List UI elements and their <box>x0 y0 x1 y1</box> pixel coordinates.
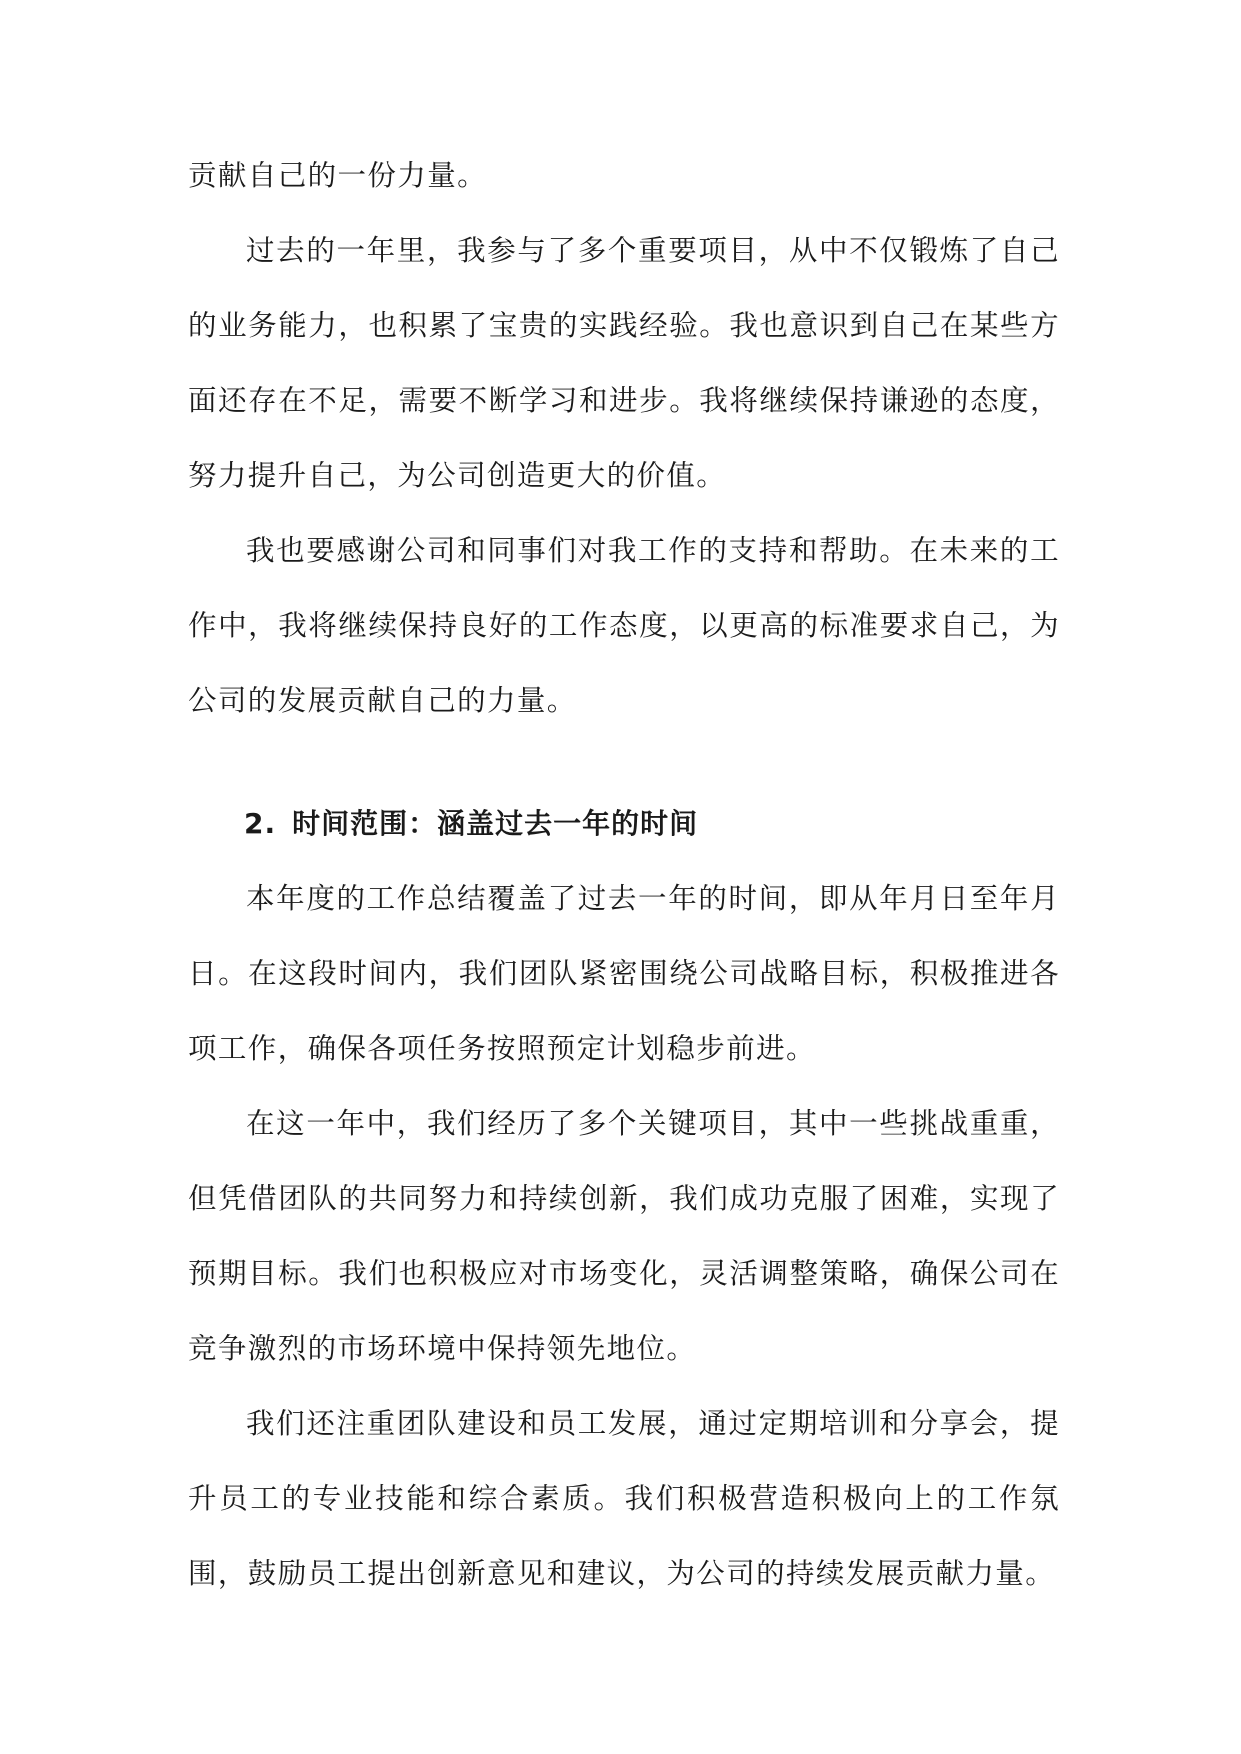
section-title: 时间范围：涵盖过去一年的时间 <box>292 807 699 840</box>
paragraph: 我们还注重团队建设和员工发展，通过定期培训和分享会，提升员工的专业技能和综合素质。我们积极营造积极向上的工作氛围，鼓励员工提出创新意见和建议，为公司的持续发展贡献力量。 <box>188 1407 1060 1590</box>
paragraph: 我也要感谢公司和同事们对我工作的支持和帮助。在未来的工作中，我将继续保持良好的工作态度，以更高的标准要求自己，为公司的发展贡献自己的力量。 <box>188 534 1060 717</box>
paragraph: 本年度的工作总结覆盖了过去一年的时间，即从年月日至年月日。在这段时间内，我们团队紧密围绕公司战略目标，积极推进各项工作，确保各项任务按照预定计划稳步前进。 <box>188 882 1060 1065</box>
document-body <box>188 138 1060 1611</box>
paragraph-fragment: 贡献自己的一份力量。 <box>188 159 488 192</box>
paragraph: 在这一年中，我们经历了多个关键项目，其中一些挑战重重，但凭借团队的共同努力和持续创新，我们成功克服了困难，实现了预期目标。我们也积极应对市场变化，灵活调整策略，确保公司在竞争激烈的市场环境中保持领先地位。 <box>188 1107 1060 1365</box>
section-number: 2. <box>244 807 277 840</box>
section-heading <box>188 738 1060 861</box>
paragraph: 过去的一年里，我参与了多个重要项目，从中不仅锻炼了自己的业务能力，也积累了宝贵的实践经验。我也意识到自己在某些方面还存在不足，需要不断学习和进步。我将继续保持谦逊的态度，努力提升自己，为公司创造更大的价值。 <box>188 234 1060 492</box>
